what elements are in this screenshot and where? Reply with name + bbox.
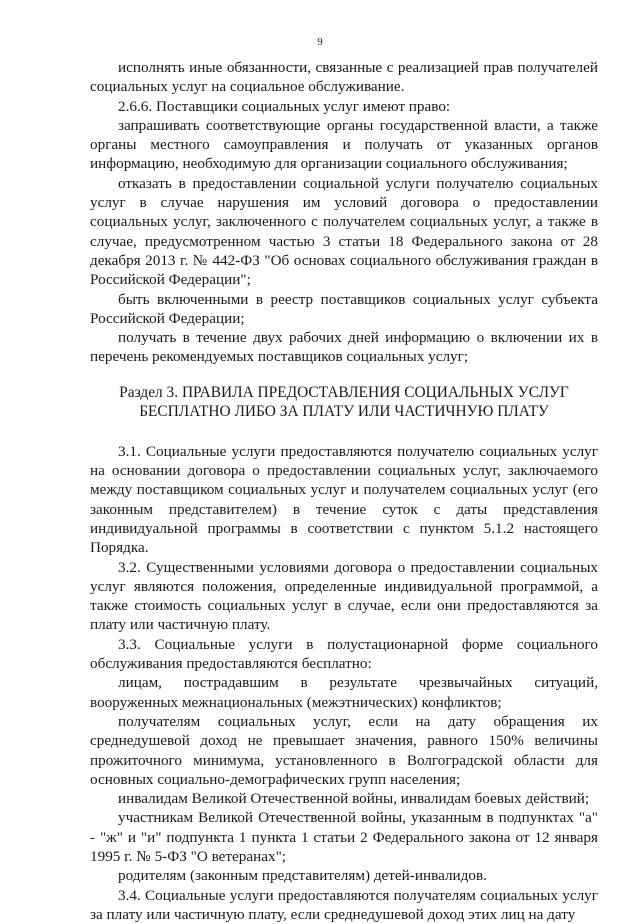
paragraph: 2.6.6. Поставщики социальных услуг имеют право:: [118, 97, 451, 115]
paragraph: 3.2. Существенными условиями договора о предоставлении социальных услуг являются положения, определенные индивидуальной программой, а также стоимость социальных услуг в случае, если они предоставляются за плату или частичную плату.: [90, 558, 598, 634]
paragraph: исполнять иные обязанности, связанные с реализацией прав получателей социальных услуг на социальное обслуживание.: [90, 59, 598, 96]
paragraph: отказать в предоставлении социальной услуги получателю социальных услуг в случае нарушения им условий договора о предоставлении социальных услуг, заключенного с получателем социальных услуг, а также в случае, предусмотренном частью 3 статьи 18 Федерального закона от 28 декабря 2013 г. № 442-ФЗ "Об основах социального обслуживания граждан в Российской Федерации";: [90, 174, 598, 289]
paragraph: 3.1. Социальные услуги предоставляются получателю социальных услуг на основании договора о предоставлении социальных услуг, заключаемого между поставщиком социальных услуг и получателем социальных услуг (его законным представителем) в течение суток с даты представления индивидуальной программы в соответствии с пунктом 5.1.2 настоящего Порядка.: [90, 442, 598, 557]
paragraph: быть включенными в реестр поставщиков социальных услуг субъекта Российской Федерации;: [90, 290, 598, 327]
paragraph: получать в течение двух рабочих дней информацию о включении их в перечень рекомендуемых поставщиков социальных услуг;: [90, 329, 598, 366]
paragraph: родителям (законным представителям) детей-инвалидов.: [118, 867, 487, 885]
page-number: 9: [317, 36, 323, 48]
section-heading-line: БЕСПЛАТНО ЛИБО ЗА ПЛАТУ ИЛИ ЧАСТИЧНУЮ ПЛАТУ: [139, 403, 549, 421]
section-heading: [90, 383, 598, 422]
document-body: [90, 58, 598, 924]
section-heading-line: Раздел 3. ПРАВИЛА ПРЕДОСТАВЛЕНИЯ СОЦИАЛЬНЫХ УСЛУГ: [119, 383, 569, 401]
paragraph: 3.4. Социальные услуги предоставляются получателям социальных услуг за плату или частичную плату, если среднедушевой доход этих лиц на дату: [90, 886, 598, 923]
paragraph: лицам, пострадавшим в результате чрезвычайных ситуаций, вооруженных межнациональных (межэтнических) конфликтов;: [90, 674, 598, 711]
paragraph: запрашивать соответствующие органы государственной власти, а также органы местного самоуправления и получать от указанных органов информацию, необходимую для организации социального обслуживания;: [90, 116, 598, 173]
paragraph: участникам Великой Отечественной войны, указанным в подпунктах "а" - "ж" и "и" подпункта 1 пункта 1 статьи 2 Федерального закона от 12 января 1995 г. № 5-ФЗ "О ветеранах";: [90, 809, 598, 865]
paragraph: инвалидам Великой Отечественной войны, инвалидам боевых действий;: [118, 790, 590, 808]
paragraph: 3.3. Социальные услуги в полустационарной форме социального обслуживания предоставляются бесплатно:: [90, 635, 598, 673]
paragraph: получателям социальных услуг, если на дату обращения их среднедушевой доход не превышает значения, равного 150% величины прожиточного минимума, установленного в Волгоградской области для основных социально-демографических групп населения;: [90, 712, 598, 788]
